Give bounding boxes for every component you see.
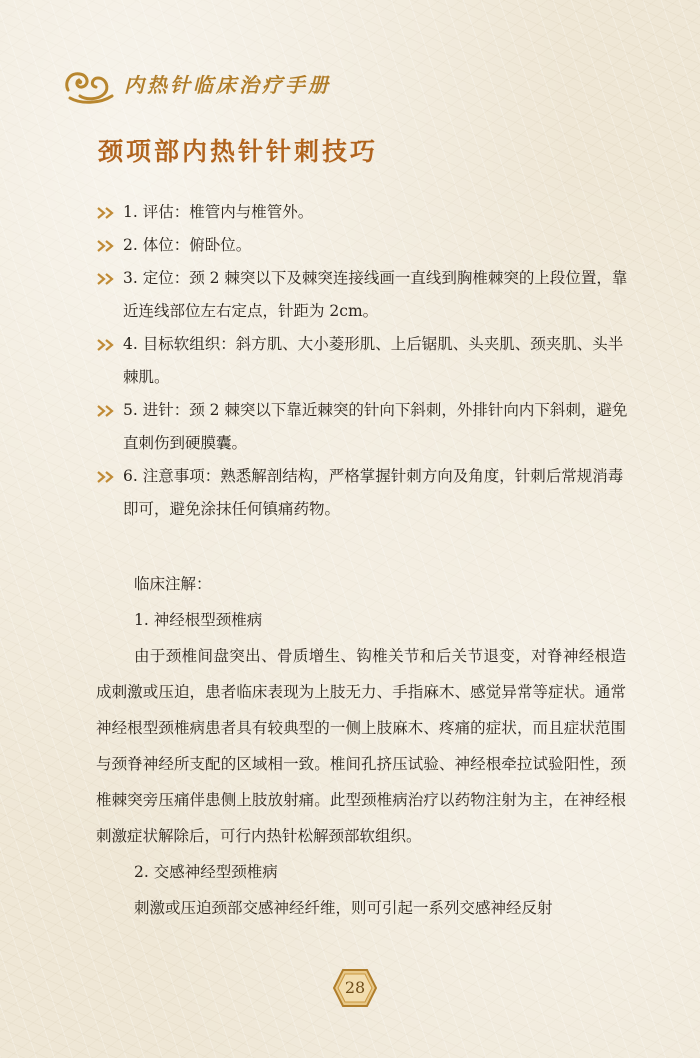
page-number: 28 [344, 978, 366, 997]
double-chevron-right-icon [96, 273, 118, 285]
section-body: 由于颈椎间盘突出、骨质增生、钩椎关节和后关节退变，对脊神经根造成刺激或压迫，患者临床表现为上肢无力、手指麻木、感觉异常等症状。通常神经根型颈椎病患者具有较典型的一侧上肢麻木、疼痛的症状，而且症状范围与颈脊神经所支配的区域相一致。椎间孔挤压试验、神经根牵拉试验阳性，颈椎棘突旁压痛伴患侧上肢放射痛。此型颈椎病治疗以药物注射为主，在神经根刺激症状解除后，可行内热针松解颈部软组织。 [96, 647, 626, 845]
cloud-scroll-icon [60, 60, 120, 106]
book-title: 内热针临床治疗手册 [124, 72, 331, 97]
chapter-title: 颈项部内热针针刺技巧 [98, 137, 379, 166]
page-number-badge [332, 968, 378, 1008]
section-title: 1. 神经根型颈椎病 [134, 611, 263, 629]
clinical-notes [96, 566, 626, 926]
double-chevron-right-icon [96, 207, 118, 219]
technique-steps-list [96, 196, 636, 526]
step-item [96, 394, 636, 460]
step-item [96, 460, 636, 526]
double-chevron-right-icon [96, 339, 118, 351]
step-text: 6. 注意事项：熟悉解剖结构，严格掌握针刺方向及角度，针刺后常规消毒即可，避免涂抹任何镇痛药物。 [123, 467, 624, 518]
step-text: 5. 进针：颈 2 棘突以下靠近棘突的针向下斜刺，外排针向内下斜刺，避免直刺伤到硬膜囊。 [123, 401, 628, 452]
step-item [96, 328, 636, 394]
step-item [96, 196, 636, 229]
double-chevron-right-icon [96, 240, 118, 252]
step-text: 4. 目标软组织：斜方肌、大小菱形肌、上后锯肌、头夹肌、颈夹肌、头半棘肌。 [123, 335, 624, 386]
double-chevron-right-icon [96, 405, 118, 417]
section-body: 刺激或压迫颈部交感神经纤维，则可引起一系列交感神经反射 [134, 899, 553, 917]
step-text: 2. 体位：俯卧位。 [123, 236, 252, 254]
step-item [96, 262, 636, 328]
running-header [60, 60, 331, 106]
double-chevron-right-icon [96, 471, 118, 483]
notes-heading: 临床注解： [134, 575, 212, 593]
section-title: 2. 交感神经型颈椎病 [134, 863, 278, 881]
step-text: 1. 评估：椎管内与椎管外。 [123, 203, 314, 221]
step-text: 3. 定位：颈 2 棘突以下及棘突连接线画一直线到胸椎棘突的上段位置，靠近连线部位左右定点，针距为 2cm。 [123, 269, 628, 320]
step-item [96, 229, 636, 262]
